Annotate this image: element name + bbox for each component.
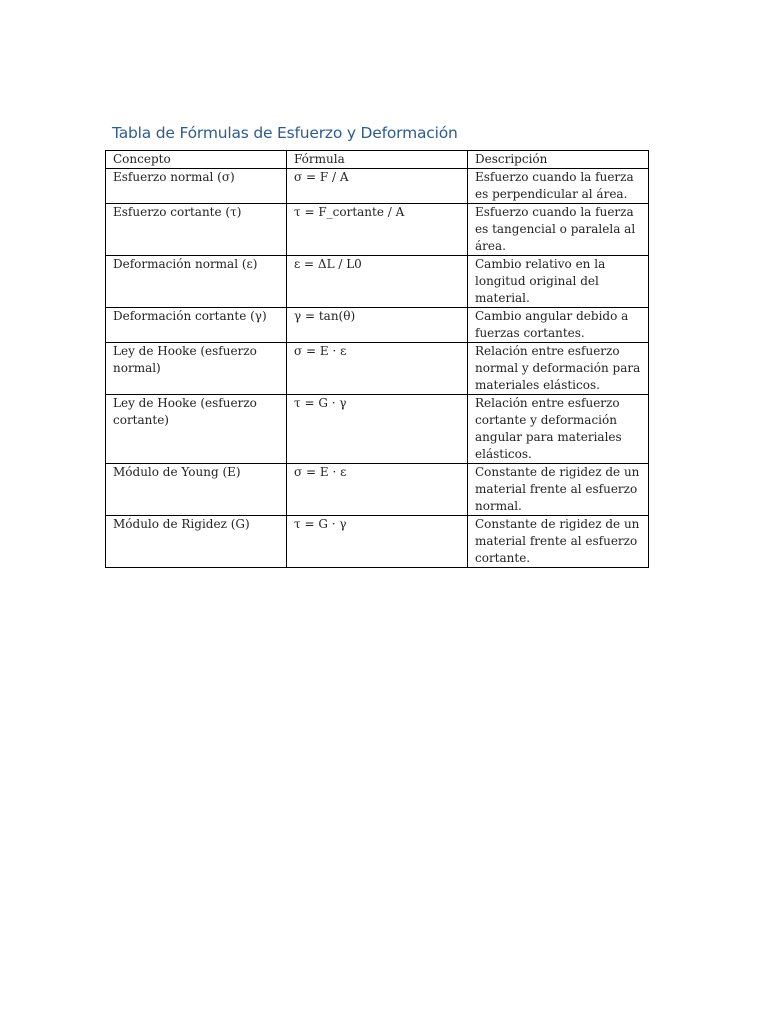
- table-row: [106, 256, 649, 308]
- cell-description: Constante de rigidez de un material frente al esfuerzo normal.: [468, 464, 649, 516]
- cell-formula: σ = E · ε: [287, 464, 468, 516]
- cell-concept: Módulo de Rigidez (G): [106, 516, 287, 568]
- cell-formula: σ = E · ε: [287, 343, 468, 395]
- cell-formula: σ = F / A: [287, 169, 468, 204]
- cell-concept: Esfuerzo cortante (τ): [106, 204, 287, 256]
- document-title: Tabla de Fórmulas de Esfuerzo y Deformación: [112, 124, 458, 142]
- cell-formula: τ = G · γ: [287, 395, 468, 464]
- cell-concept: Ley de Hooke (esfuerzo cortante): [106, 395, 287, 464]
- cell-description: Cambio angular debido a fuerzas cortantes.: [468, 308, 649, 343]
- table-row: [106, 395, 649, 464]
- cell-description: Cambio relativo en la longitud original del material.: [468, 256, 649, 308]
- table-header-row: [106, 151, 649, 169]
- table-row: [106, 169, 649, 204]
- cell-formula: γ = tan(θ): [287, 308, 468, 343]
- cell-concept: Deformación normal (ε): [106, 256, 287, 308]
- table-row: [106, 204, 649, 256]
- header-descripcion: Descripción: [468, 151, 649, 169]
- cell-concept: Esfuerzo normal (σ): [106, 169, 287, 204]
- cell-concept: Ley de Hooke (esfuerzo normal): [106, 343, 287, 395]
- header-formula: Fórmula: [287, 151, 468, 169]
- table-row: [106, 464, 649, 516]
- cell-description: Relación entre esfuerzo cortante y deformación angular para materiales elásticos.: [468, 395, 649, 464]
- cell-formula: τ = G · γ: [287, 516, 468, 568]
- cell-formula: ε = ΔL / L0: [287, 256, 468, 308]
- cell-concept: Deformación cortante (γ): [106, 308, 287, 343]
- cell-description: Relación entre esfuerzo normal y deformación para materiales elásticos.: [468, 343, 649, 395]
- cell-description: Esfuerzo cuando la fuerza es perpendicular al área.: [468, 169, 649, 204]
- table-row: [106, 308, 649, 343]
- cell-concept: Módulo de Young (E): [106, 464, 287, 516]
- cell-formula: τ = F_cortante / A: [287, 204, 468, 256]
- cell-description: Esfuerzo cuando la fuerza es tangencial o paralela al área.: [468, 204, 649, 256]
- formula-table: [105, 150, 649, 568]
- header-concepto: Concepto: [106, 151, 287, 169]
- table-row: [106, 343, 649, 395]
- cell-description: Constante de rigidez de un material frente al esfuerzo cortante.: [468, 516, 649, 568]
- table-row: [106, 516, 649, 568]
